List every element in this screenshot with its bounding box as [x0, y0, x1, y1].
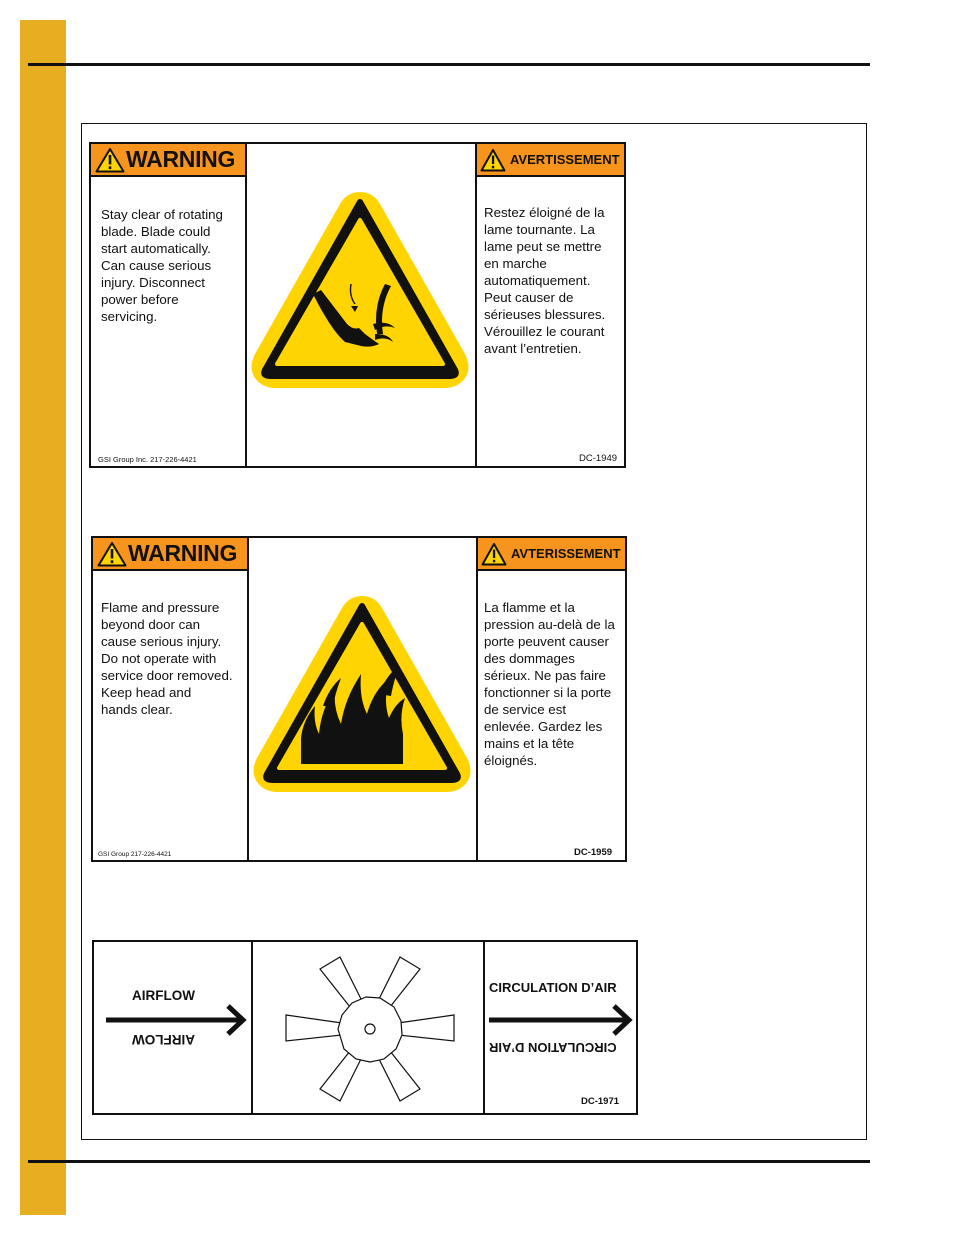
warning-header — [93, 538, 247, 571]
warning-decal-dc-1959 — [91, 536, 627, 862]
airflow-label-inverted: AIRFLOW — [132, 1032, 195, 1047]
decal-code: DC-1949 — [579, 453, 618, 464]
warning-triangle-icon — [95, 147, 125, 173]
airflow-arrow-icon — [485, 1000, 638, 1040]
warning-header-text: WARNING — [126, 146, 236, 172]
avertissement-header — [477, 144, 624, 177]
airflow-label: AIRFLOW — [132, 988, 195, 1003]
avertissement-header-text: AVERTISSEMENT — [510, 152, 620, 167]
french-airflow-panel — [483, 942, 636, 1113]
english-airflow-panel — [94, 942, 253, 1113]
pictogram-panel — [249, 538, 475, 860]
side-color-bar — [20, 20, 66, 1215]
french-message: La flamme et la pression au-delà de la porte peuvent causer des dommages sérieux. Ne pas faire fonctionner si la porte de service est enlevée. Gardez les mains et la tête éloignés. — [484, 600, 615, 768]
warning-triangle-icon — [97, 541, 127, 567]
french-message: Restez éloigné de la lame tournante. La lame peut se mettre en marche automatiquement. Peut causer de sérieuses blessures. Vérouillez le courant avant l’entretien. — [484, 205, 606, 356]
fan-pictogram-panel — [253, 942, 483, 1113]
french-panel — [476, 538, 625, 860]
flame-warning-icon — [249, 538, 475, 860]
warning-header-text: WARNING — [128, 540, 238, 566]
circulation-dair-label: CIRCULATION D’AIR — [489, 980, 617, 995]
english-message: Stay clear of rotating blade. Blade could start automatically. Can cause serious injury. Disconnect power before servicing. — [101, 207, 223, 324]
rotating-blade-hand-warning-icon — [247, 144, 473, 466]
warning-header — [91, 144, 245, 177]
english-panel — [91, 144, 247, 466]
warning-decal-dc-1949 — [89, 142, 626, 468]
warning-triangle-icon — [481, 542, 507, 566]
manufacturer-contact: GSI Group 217-226-4421 — [98, 851, 172, 858]
airflow-decal-dc-1971 — [92, 940, 638, 1115]
decal-code: DC-1959 — [574, 847, 613, 858]
english-panel — [93, 538, 249, 860]
french-panel — [475, 144, 624, 466]
manufacturer-contact: GSI Group Inc. 217-226-4421 — [98, 455, 197, 464]
avertissement-header — [478, 538, 625, 571]
avertissement-header-text: AVTERISSEMENT — [511, 546, 621, 561]
circulation-dair-label-inverted: CIRCULATION D’AIR — [489, 1040, 617, 1055]
fan-icon — [253, 942, 483, 1113]
top-rule — [28, 63, 870, 66]
pictogram-panel — [247, 144, 473, 466]
bottom-rule — [28, 1160, 870, 1163]
decal-code: DC-1971 — [581, 1096, 620, 1107]
english-message: Flame and pressure beyond door can cause serious injury. Do not operate with service door removed. Keep head and hands clear. — [101, 600, 233, 717]
warning-triangle-icon — [480, 148, 506, 172]
